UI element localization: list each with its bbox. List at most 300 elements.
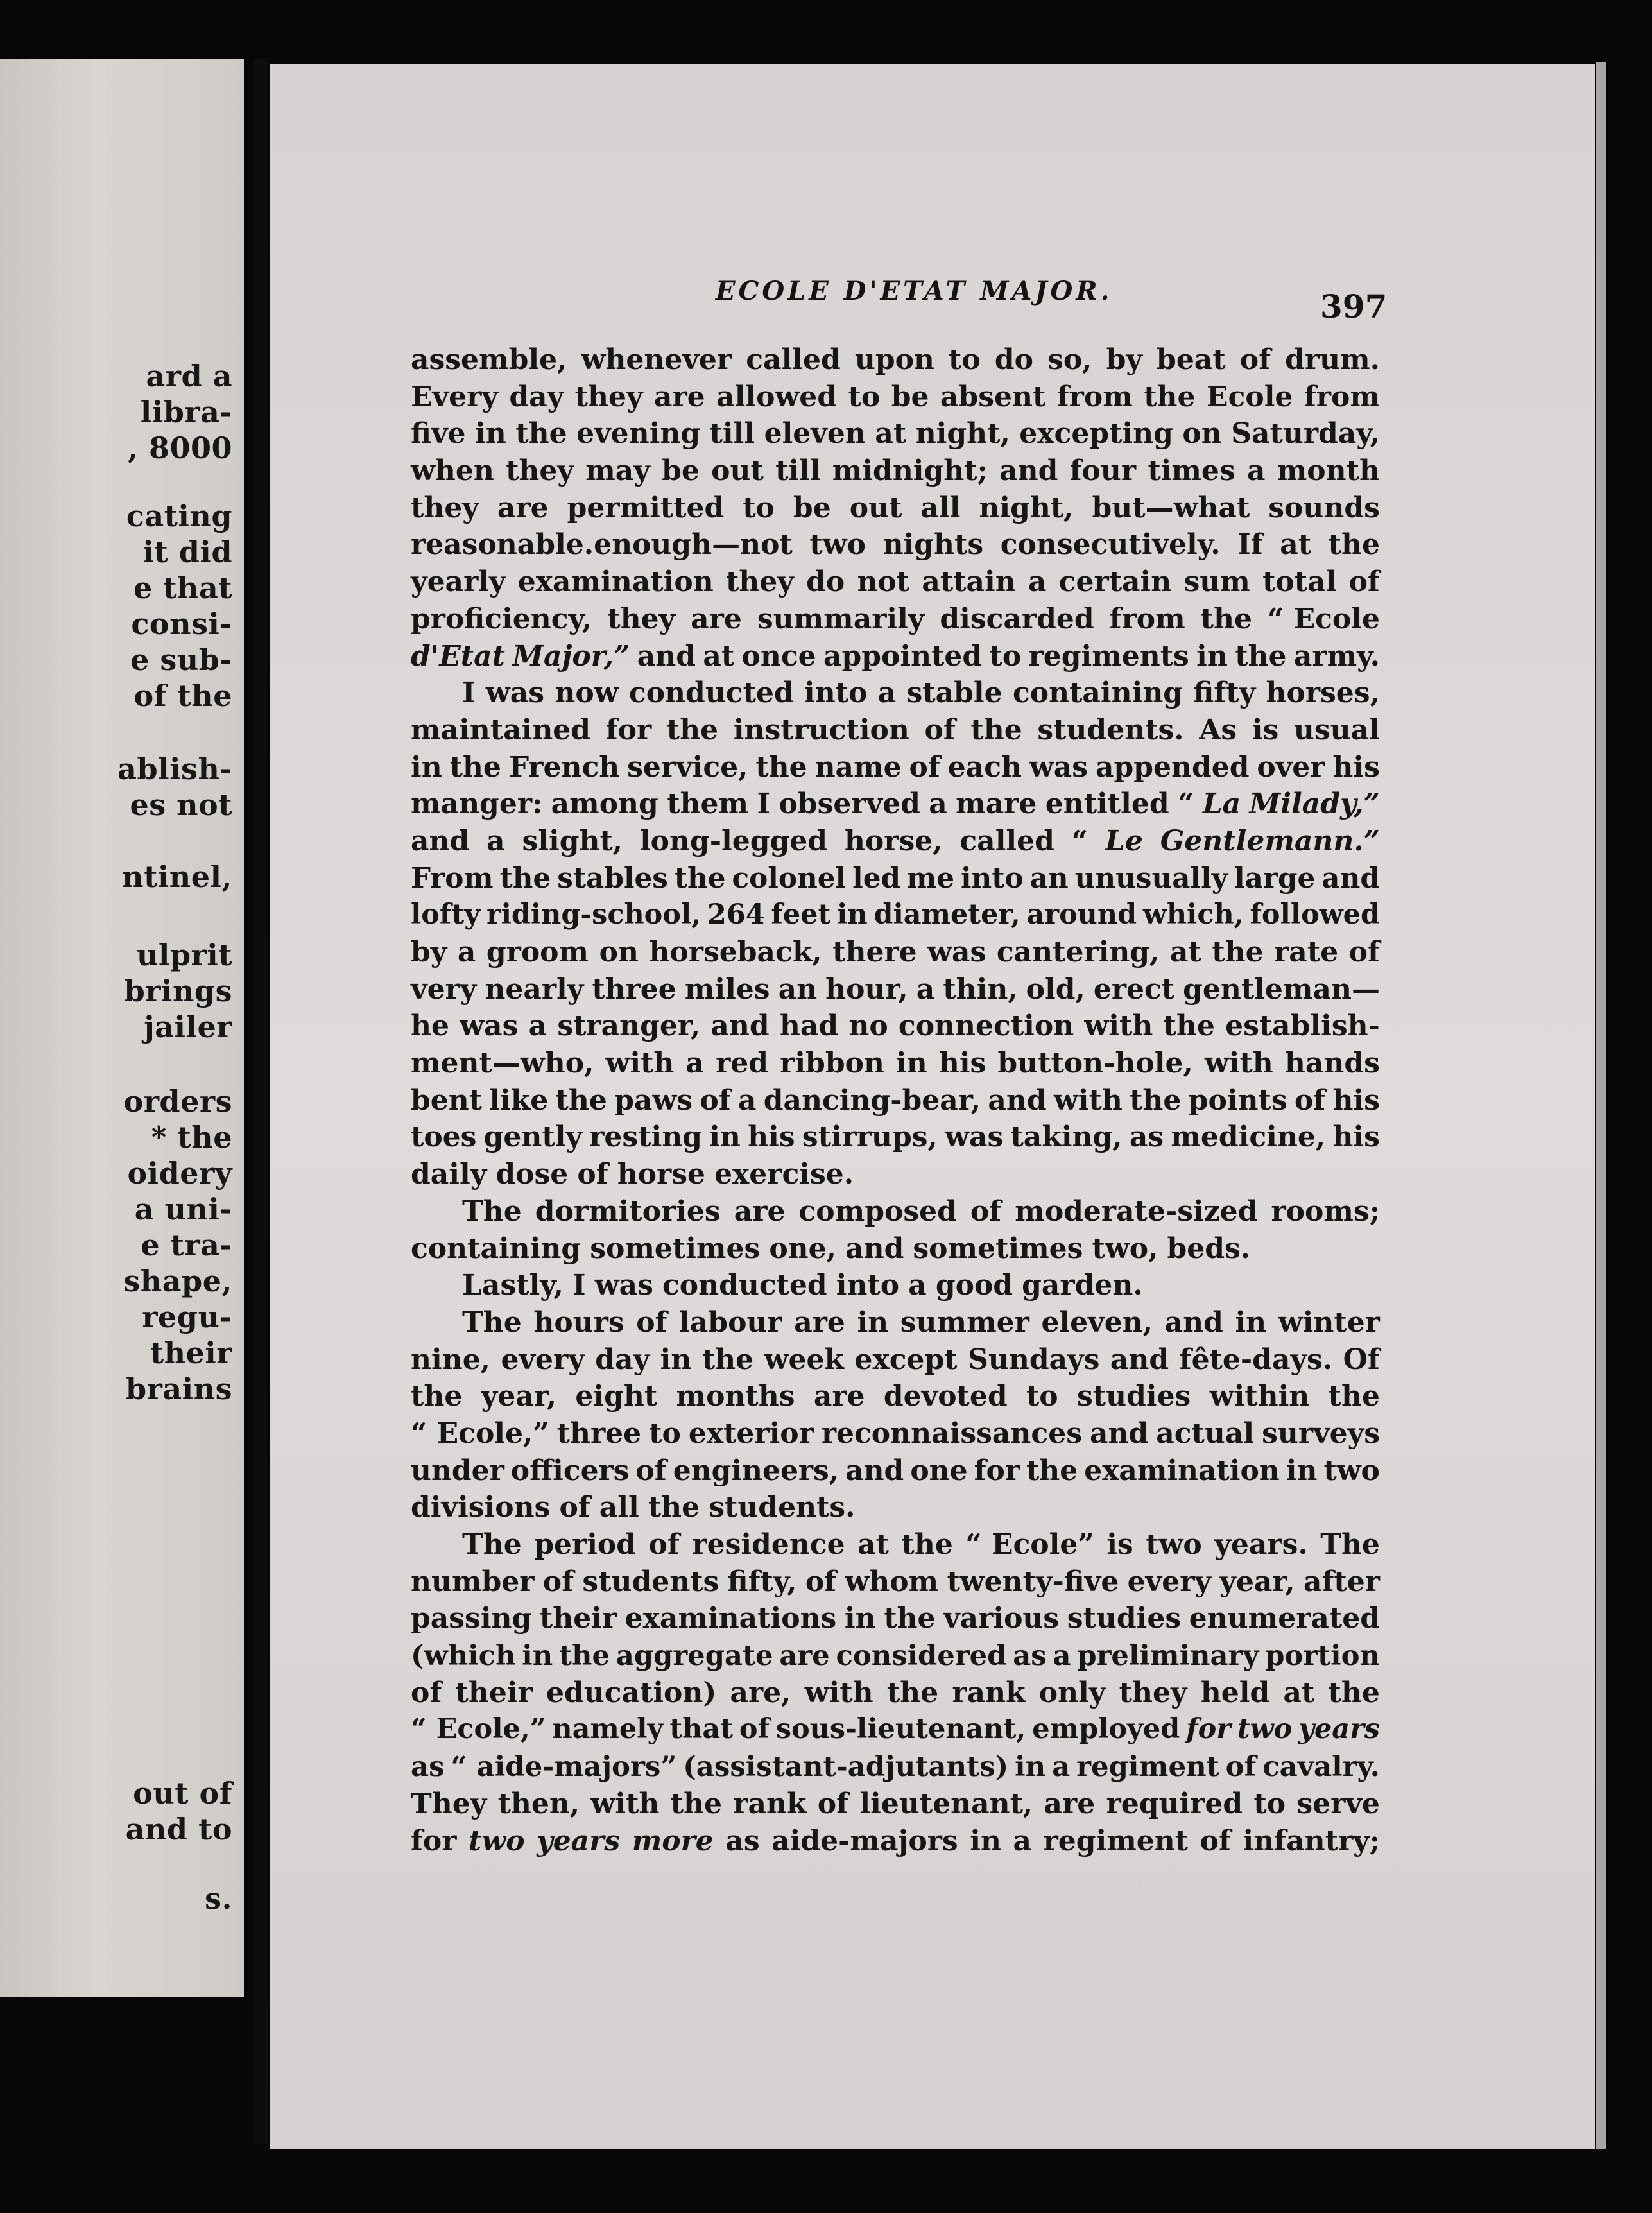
- word: enumerated: [1189, 1602, 1380, 1635]
- word: are: [734, 1194, 786, 1228]
- word: horses,: [1266, 676, 1380, 710]
- word: there: [832, 936, 917, 969]
- word: are,: [730, 1676, 791, 1709]
- word: mare: [956, 788, 1037, 821]
- word: to: [949, 343, 981, 376]
- word: with: [804, 1676, 873, 1709]
- word: army.: [1293, 639, 1380, 673]
- word: but—what: [1092, 491, 1250, 524]
- word: “ Ecole”: [965, 1528, 1094, 1561]
- word: be: [891, 380, 929, 413]
- word: night,: [979, 491, 1074, 524]
- word: in: [411, 750, 442, 784]
- word: Lastly,: [462, 1269, 564, 1302]
- word: namely: [552, 1713, 664, 1746]
- word: Sundays: [968, 1343, 1100, 1376]
- left-page-line: e that: [133, 571, 232, 605]
- word: and: [845, 1232, 904, 1265]
- word: as: [1129, 1121, 1164, 1154]
- word: I: [757, 788, 771, 821]
- word: held: [1200, 1676, 1270, 1709]
- word: rate: [1274, 936, 1339, 969]
- word: are: [653, 380, 705, 413]
- word: maintained: [411, 713, 591, 746]
- left-page-line: s.: [205, 1881, 232, 1916]
- previous-page-fragment: [0, 59, 244, 1997]
- word: students.: [709, 1491, 856, 1524]
- word: studies: [1067, 1602, 1182, 1635]
- word: when: [411, 454, 494, 488]
- word: connection: [898, 1010, 1074, 1043]
- text-line: [411, 452, 1380, 490]
- word: groom: [486, 936, 589, 969]
- text-line: [411, 638, 1380, 675]
- word: the: [559, 1639, 610, 1673]
- word: establish-: [1225, 1010, 1380, 1043]
- word: entitled: [1045, 788, 1169, 821]
- word: out: [711, 454, 764, 488]
- word: the: [970, 713, 1022, 746]
- word: months: [676, 1380, 795, 1413]
- word: after: [1303, 1565, 1380, 1598]
- word: of: [817, 1787, 849, 1820]
- word: lofty: [411, 899, 481, 931]
- word: for: [974, 1454, 1020, 1487]
- word: no: [848, 1010, 888, 1043]
- word: of: [1294, 1083, 1326, 1117]
- word: may: [585, 454, 650, 488]
- text-line: [411, 1711, 1380, 1748]
- text-line: [411, 1489, 1380, 1526]
- text-line: [411, 1230, 1380, 1268]
- word: beds.: [1167, 1232, 1251, 1265]
- word: at: [857, 1528, 889, 1561]
- word: manger:: [411, 788, 543, 821]
- word: miles: [684, 972, 770, 1006]
- text-line: [411, 1082, 1380, 1119]
- left-page-line: jailer: [144, 1010, 232, 1044]
- text-line: [411, 1637, 1380, 1675]
- word: students: [582, 1565, 719, 1598]
- text-line: [411, 1267, 1380, 1304]
- word: name: [814, 750, 902, 784]
- word: they: [574, 380, 643, 413]
- word: was: [1029, 750, 1088, 784]
- word: five: [411, 417, 466, 451]
- word: their: [539, 1602, 617, 1635]
- word: on: [1182, 417, 1222, 451]
- left-page-line: a uni-: [134, 1192, 232, 1227]
- word: summarily: [757, 602, 925, 635]
- word: and: [999, 454, 1058, 488]
- word: old,: [1026, 972, 1085, 1006]
- left-page-line: consi-: [131, 607, 232, 641]
- word: are: [1044, 1787, 1096, 1820]
- word: cavalry.: [1262, 1750, 1380, 1784]
- word: and: [710, 1010, 770, 1043]
- word: total: [1262, 565, 1337, 599]
- word: one,: [769, 1232, 836, 1265]
- text-line: [411, 1415, 1380, 1452]
- word: “: [1071, 824, 1088, 857]
- word: rooms;: [1271, 1194, 1380, 1228]
- word: Every: [411, 380, 498, 413]
- word: passing: [411, 1602, 532, 1635]
- word: a: [908, 1269, 927, 1302]
- word: upon: [854, 343, 934, 376]
- word: in: [1286, 1454, 1318, 1487]
- word: good: [935, 1269, 1013, 1302]
- word: the: [666, 713, 719, 746]
- word: in: [709, 1121, 741, 1154]
- left-page-line: e sub-: [130, 642, 232, 677]
- word: years: [1298, 1713, 1380, 1746]
- word: was: [460, 1010, 519, 1043]
- word: the: [1026, 1454, 1078, 1487]
- left-page-line: regu-: [142, 1300, 232, 1334]
- left-page-line: brains: [125, 1372, 232, 1406]
- word: a: [1052, 1750, 1071, 1784]
- word: divisions: [411, 1491, 551, 1524]
- word: he: [411, 1010, 449, 1043]
- word: of: [648, 1528, 680, 1561]
- word: around: [1026, 899, 1137, 931]
- word: of: [636, 1305, 667, 1339]
- body-text: [411, 341, 1380, 1859]
- left-page-line: cating: [126, 499, 232, 533]
- word: are: [497, 491, 549, 524]
- word: and: [1110, 1343, 1169, 1376]
- word: exercise.: [714, 1158, 854, 1191]
- word: they: [725, 565, 794, 599]
- word: the: [755, 750, 807, 784]
- text-line: [411, 786, 1380, 823]
- word: medicine,: [1171, 1121, 1326, 1154]
- word: they: [607, 602, 676, 635]
- word: of: [805, 1565, 837, 1598]
- word: required: [1106, 1787, 1243, 1820]
- word: the: [884, 1602, 936, 1635]
- word: colonel: [732, 861, 847, 895]
- word: dancing-bear,: [763, 1083, 981, 1117]
- word: in: [1235, 1305, 1267, 1339]
- word: eleven: [764, 417, 866, 451]
- word: with: [1204, 1047, 1273, 1080]
- word: summer: [900, 1305, 1029, 1339]
- word: of: [1239, 343, 1271, 376]
- word: button-hole,: [997, 1047, 1193, 1080]
- word: was: [927, 936, 986, 969]
- word: appended: [1095, 750, 1250, 784]
- word: day: [595, 1343, 650, 1376]
- word: regiment: [1076, 1750, 1219, 1784]
- running-head: ECOLE D'ETAT MAJOR.: [716, 276, 1113, 306]
- word: not: [857, 565, 910, 599]
- word: to: [649, 1416, 681, 1450]
- word: reasonable.enough—not: [411, 528, 793, 562]
- word: Milady,”: [1249, 788, 1380, 821]
- left-page-line: brings: [124, 974, 232, 1008]
- word: to: [1253, 1787, 1286, 1820]
- word: at: [703, 639, 735, 673]
- word: a: [685, 1047, 705, 1080]
- word: two: [1237, 1713, 1293, 1746]
- word: “ Ecole: [1267, 602, 1380, 635]
- word: toes: [411, 1121, 477, 1154]
- text-line: [411, 1452, 1380, 1490]
- word: employed: [1032, 1713, 1180, 1746]
- text-line: [411, 526, 1380, 564]
- text-line: [411, 1748, 1380, 1786]
- word: them: [667, 788, 749, 821]
- word: “ Ecole,”: [411, 1713, 546, 1746]
- word: a: [877, 676, 897, 710]
- word: do: [994, 343, 1033, 376]
- word: are: [813, 1380, 865, 1413]
- word: the: [1212, 936, 1264, 969]
- left-page-line: orders: [123, 1084, 232, 1119]
- word: reconnaissances: [821, 1416, 1082, 1450]
- word: the: [1144, 380, 1196, 413]
- word: is: [1106, 1528, 1133, 1561]
- page-edge: [1596, 62, 1606, 2149]
- word: two: [1323, 1454, 1380, 1487]
- text-line: [411, 897, 1380, 934]
- word: in: [522, 1639, 553, 1673]
- word: riding-school,: [486, 899, 701, 931]
- text-line: [411, 564, 1380, 601]
- text-line: [411, 1156, 1380, 1193]
- word: period: [534, 1528, 637, 1561]
- text-line: [411, 675, 1380, 712]
- word: beat: [1157, 343, 1226, 376]
- word: aggregate: [615, 1639, 773, 1673]
- word: are: [794, 1305, 845, 1339]
- word: that: [669, 1713, 734, 1746]
- word: each: [947, 750, 1022, 784]
- word: into: [836, 1269, 900, 1302]
- word: Le: [1105, 824, 1143, 857]
- word: infantry;: [1243, 1824, 1380, 1857]
- word: the: [449, 750, 501, 784]
- word: is: [1252, 713, 1279, 746]
- word: with: [1053, 1083, 1123, 1117]
- word: with: [590, 1787, 660, 1820]
- word: under: [411, 1454, 504, 1487]
- word: their: [455, 1676, 533, 1709]
- word: I: [462, 676, 476, 710]
- word: into: [960, 861, 1024, 895]
- left-page-line: e tra-: [141, 1228, 232, 1262]
- word: eight: [575, 1380, 658, 1413]
- word: lieutenant,: [859, 1787, 1033, 1820]
- word: diameter,: [873, 899, 1020, 931]
- word: of: [411, 1676, 442, 1709]
- word: four: [1069, 454, 1137, 488]
- word: daily: [411, 1158, 487, 1191]
- word: portion: [1265, 1639, 1380, 1673]
- text-line: [411, 934, 1380, 971]
- word: within: [1209, 1380, 1310, 1413]
- word: engineers,: [673, 1454, 839, 1487]
- word: as: [411, 1750, 445, 1784]
- word: till: [775, 454, 821, 488]
- word: the: [670, 1787, 723, 1820]
- word: permitted: [567, 491, 725, 524]
- word: studies: [1077, 1380, 1191, 1413]
- word: evening: [576, 417, 701, 451]
- word: Major,”: [512, 639, 630, 673]
- word: observed: [779, 788, 920, 821]
- word: to: [1026, 1380, 1058, 1413]
- word: horse,: [844, 824, 943, 857]
- word: by: [411, 936, 447, 969]
- word: sous-lieutenant,: [775, 1713, 1026, 1746]
- word: his: [1332, 750, 1380, 784]
- word: the: [499, 861, 551, 895]
- word: the: [1235, 639, 1287, 673]
- word: taking,: [1010, 1121, 1123, 1154]
- word: three: [556, 1416, 642, 1450]
- word: do: [806, 565, 845, 599]
- word: gently: [483, 1121, 583, 1154]
- word: a: [916, 972, 935, 1006]
- word: education): [546, 1676, 717, 1709]
- word: two: [809, 528, 866, 562]
- word: at: [1169, 936, 1201, 969]
- text-line: [411, 1823, 1380, 1860]
- word: the: [515, 417, 567, 451]
- word: of: [700, 1083, 731, 1117]
- word: led: [852, 861, 901, 895]
- word: absent: [940, 380, 1046, 413]
- word: d'Etat: [411, 639, 505, 673]
- text-line: [411, 1341, 1380, 1379]
- word: twenty-five: [947, 1565, 1119, 1598]
- word: and: [411, 824, 470, 857]
- word: points: [1188, 1083, 1287, 1117]
- word: conducted: [628, 676, 794, 710]
- word: aide-majors: [771, 1824, 958, 1857]
- word: residence: [692, 1528, 845, 1561]
- word: ribbon: [780, 1047, 884, 1080]
- word: certain: [1058, 565, 1172, 599]
- word: of: [1348, 565, 1380, 599]
- word: all: [920, 491, 961, 524]
- word: conducted: [662, 1269, 827, 1302]
- page-number: 397: [1320, 288, 1388, 325]
- word: to: [848, 380, 881, 413]
- word: of: [1225, 1750, 1257, 1784]
- word: every: [501, 1343, 585, 1376]
- word: as: [725, 1824, 760, 1857]
- word: his: [1332, 1083, 1380, 1117]
- word: The: [462, 1305, 522, 1339]
- word: service,: [627, 750, 748, 784]
- word: in: [970, 1824, 1001, 1857]
- word: and: [637, 639, 696, 673]
- word: three: [592, 972, 676, 1006]
- word: into: [804, 676, 868, 710]
- word: every: [1127, 1565, 1211, 1598]
- word: the: [901, 1528, 953, 1561]
- text-line: [411, 1304, 1380, 1341]
- word: composed: [798, 1194, 957, 1228]
- word: for: [411, 1824, 457, 1857]
- word: was: [485, 676, 545, 710]
- word: proficiency,: [411, 602, 592, 635]
- word: whom: [845, 1565, 939, 1598]
- word: dose: [495, 1158, 569, 1191]
- word: till: [709, 417, 755, 451]
- word: garden.: [1022, 1269, 1143, 1302]
- word: examination: [517, 565, 714, 599]
- left-page-line: it did: [142, 535, 232, 569]
- left-page-line: ulprit: [136, 938, 232, 972]
- word: a: [486, 824, 505, 857]
- text-line: [411, 860, 1380, 897]
- word: a: [1053, 1639, 1071, 1673]
- word: devoted: [883, 1380, 1008, 1413]
- word: had: [779, 1010, 839, 1043]
- word: on: [599, 936, 639, 969]
- left-page-line: , 8000: [127, 431, 232, 465]
- word: years: [537, 1824, 621, 1857]
- word: be: [662, 454, 700, 488]
- word: very: [411, 972, 477, 1006]
- word: they: [1119, 1676, 1187, 1709]
- word: all: [599, 1491, 639, 1524]
- word: assemble,: [411, 343, 567, 376]
- word: (which: [411, 1639, 516, 1673]
- word: I: [572, 1269, 586, 1302]
- word: in: [660, 1343, 692, 1376]
- word: by: [1106, 343, 1142, 376]
- word: which,: [1142, 899, 1244, 931]
- word: The: [462, 1194, 522, 1228]
- word: at: [1280, 528, 1312, 562]
- word: in: [1015, 1750, 1046, 1784]
- word: the: [648, 1491, 700, 1524]
- word: be: [793, 491, 831, 524]
- word: night,: [915, 417, 1010, 451]
- word: to: [989, 639, 1022, 673]
- word: “ Ecole,”: [411, 1416, 549, 1450]
- left-page-line: * the: [151, 1120, 232, 1155]
- word: hands: [1284, 1047, 1380, 1080]
- text-line: [411, 415, 1380, 452]
- word: the: [674, 861, 726, 895]
- word: once: [741, 639, 816, 673]
- word: from: [1056, 380, 1133, 413]
- text-line: [411, 490, 1380, 527]
- word: in: [475, 417, 506, 451]
- word: they: [411, 491, 479, 524]
- word: of: [970, 1194, 1002, 1228]
- word: containing: [411, 1232, 581, 1265]
- word: “: [1178, 788, 1194, 821]
- text-line: [411, 1675, 1380, 1712]
- word: of: [924, 713, 956, 746]
- word: moderate-sized: [1015, 1194, 1258, 1228]
- word: day: [509, 380, 564, 413]
- word: his: [1332, 1121, 1380, 1154]
- word: in: [896, 1047, 927, 1080]
- word: 264: [707, 899, 765, 931]
- left-page-line: ablish-: [117, 752, 232, 786]
- word: La: [1202, 788, 1241, 821]
- word: The: [462, 1528, 522, 1561]
